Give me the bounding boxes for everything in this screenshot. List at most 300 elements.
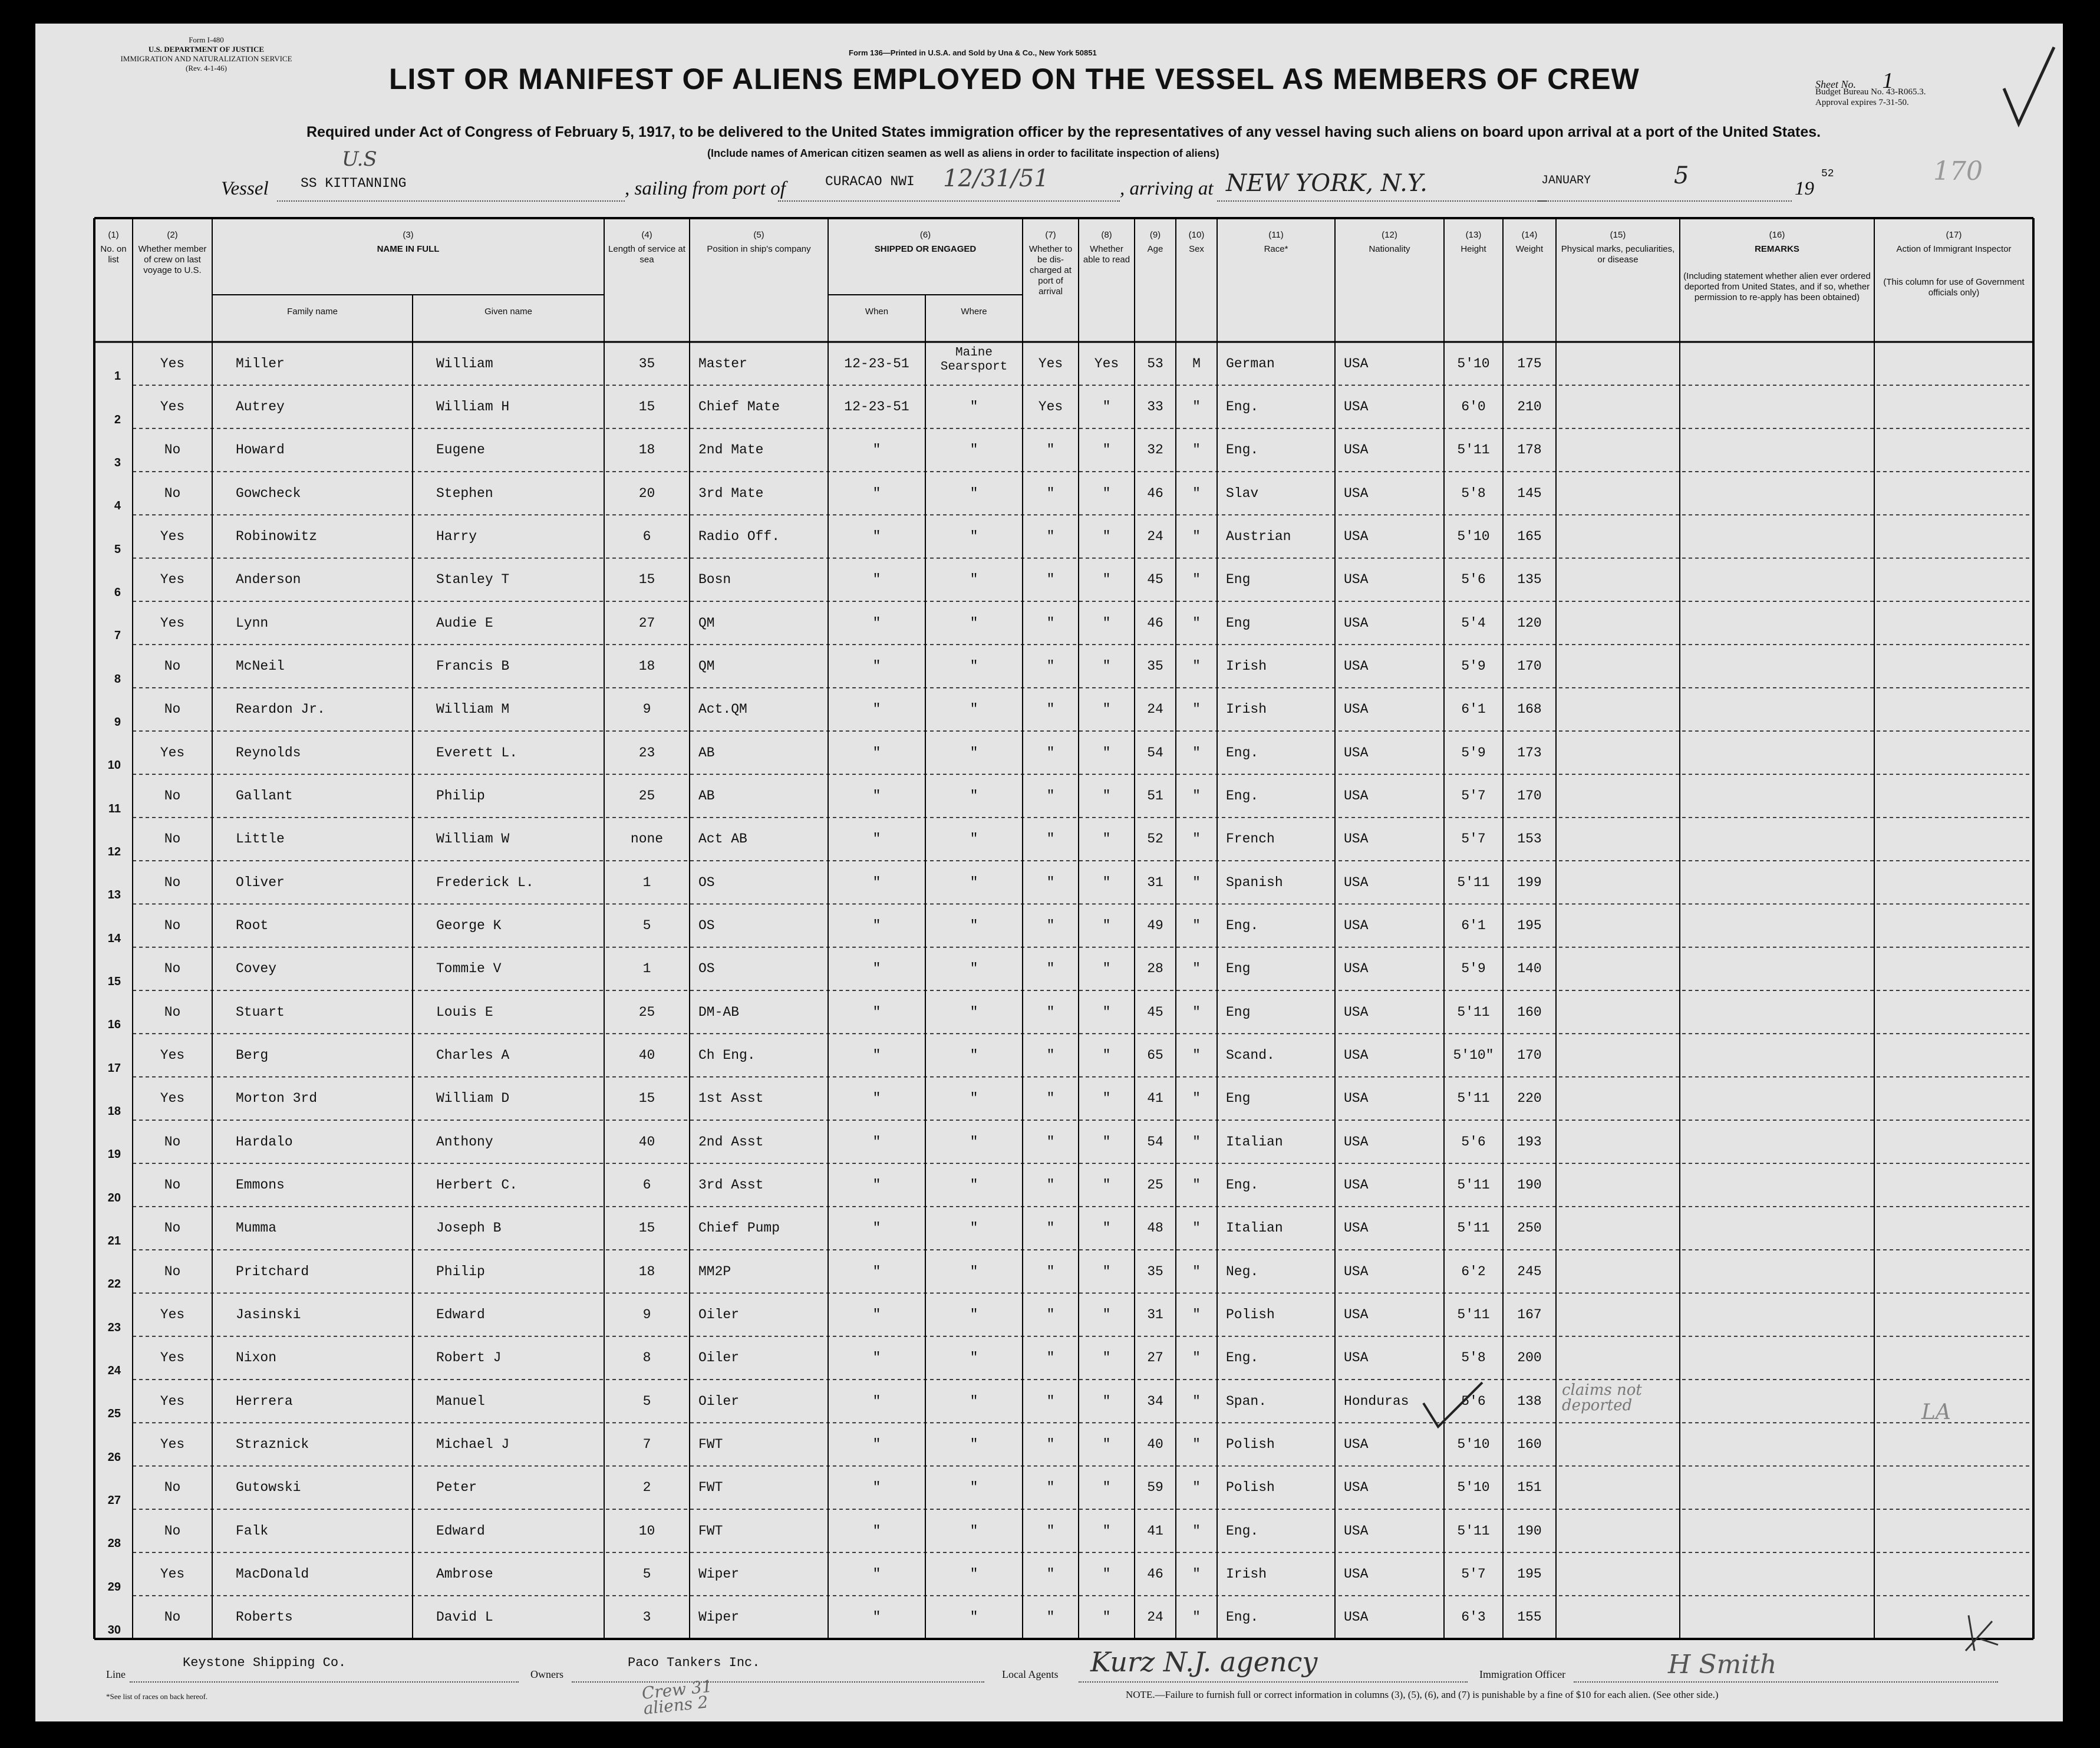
cell-where: "	[970, 918, 978, 933]
row-number: 23	[107, 1321, 121, 1334]
cell-nat: USA	[1344, 615, 1369, 631]
cell-sex: "	[1192, 442, 1201, 458]
col-header-service-number: (4)	[641, 230, 652, 240]
cell-race: Polish	[1226, 1307, 1275, 1322]
cell-given: Louis E	[436, 1004, 493, 1020]
cell-position: OS	[698, 918, 715, 933]
cell-service: 1	[642, 961, 651, 977]
cell-age: 35	[1147, 659, 1163, 674]
cell-when: "	[872, 702, 881, 717]
cell-last: No	[164, 1609, 181, 1625]
col-header-action-number: (17)	[1946, 230, 1962, 240]
cell-where: "	[970, 1307, 978, 1322]
cell-sex: "	[1192, 399, 1201, 414]
cell-read: "	[1102, 1004, 1111, 1020]
cell-age: 59	[1147, 1480, 1163, 1496]
cell-given: Philip	[436, 788, 485, 804]
cell-age: 41	[1147, 1523, 1163, 1539]
cell-when: "	[872, 831, 881, 847]
cell-age: 53	[1147, 355, 1163, 371]
row-number: 17	[107, 1061, 121, 1075]
cell-sex: "	[1192, 1091, 1201, 1107]
cell-last: No	[164, 1134, 181, 1150]
cell-disch: "	[1046, 1004, 1055, 1020]
cell-where: "	[970, 1263, 978, 1279]
cell-service: 7	[642, 1437, 651, 1452]
sailing-label: , sailing from port of	[625, 178, 786, 199]
cell-age: 45	[1147, 1004, 1163, 1020]
cell-read: "	[1102, 1091, 1111, 1107]
cell-disch: "	[1046, 745, 1055, 761]
cell-where: "	[970, 1566, 978, 1582]
cell-position: 1st Asst	[698, 1091, 764, 1107]
cell-weight: 167	[1517, 1307, 1542, 1322]
cell-service: 18	[638, 1263, 655, 1279]
cell-age: 31	[1147, 1307, 1163, 1322]
cell-read: "	[1102, 1134, 1111, 1150]
stamp-number: 170	[1933, 156, 1983, 186]
cell-nat: USA	[1344, 831, 1369, 847]
cell-where: "	[970, 1091, 978, 1107]
cell-height: 5'11	[1457, 442, 1490, 458]
cell-service: 18	[638, 442, 655, 458]
printer-line: Form 136—Printed in U.S.A. and Sold by Una & Co., New York 50851	[849, 48, 1097, 57]
cell-disch: "	[1046, 529, 1055, 544]
cell-read: "	[1102, 399, 1111, 414]
cell-weight: 190	[1517, 1523, 1542, 1539]
cell-where: "	[970, 1134, 978, 1150]
cell-when: "	[872, 1134, 881, 1150]
col-header-nationality-label: Nationality	[1369, 244, 1410, 254]
cell-given: Robert J	[436, 1350, 502, 1366]
cell-disch: "	[1046, 831, 1055, 847]
cell-family: Jasinski	[236, 1307, 301, 1322]
cell-sex: "	[1192, 702, 1201, 717]
row25-action-hand: LA	[1921, 1400, 1951, 1424]
cell-race: Eng.	[1226, 918, 1259, 933]
cell-race: Eng	[1226, 572, 1251, 588]
cell-family: Miller	[236, 355, 285, 371]
cell-service: 27	[638, 615, 655, 631]
cell-disch: "	[1046, 1523, 1055, 1539]
cell-given: William W	[436, 831, 510, 847]
col-header-when-label: When	[865, 307, 889, 317]
row-number: 18	[107, 1105, 121, 1118]
cell-family: Morton 3rd	[236, 1091, 318, 1107]
cell-height: 5'6	[1461, 1393, 1486, 1409]
cell-family: Emmons	[236, 1177, 285, 1193]
cell-service: 18	[638, 659, 655, 674]
cell-given: Harry	[436, 529, 477, 544]
cell-age: 54	[1147, 745, 1163, 761]
arriving-hand: NEW YORK, N.Y.	[1226, 170, 1428, 197]
cell-when: "	[872, 1263, 881, 1279]
cell-height: 6'2	[1461, 1263, 1486, 1279]
cell-when: "	[872, 615, 881, 631]
cell-height: 6'1	[1461, 918, 1486, 933]
cell-where: "	[970, 1480, 978, 1496]
cell-last: No	[164, 1220, 181, 1236]
sheet-no: 1	[1882, 68, 1894, 93]
col-header-physical-marks-number: (15)	[1610, 230, 1626, 240]
cell-nat: USA	[1344, 442, 1369, 458]
penalty-note: NOTE.—Failure to furnish full or correct information in columns (3), (5), (6), and (7) is punishable by a fine of $10 for each alien. (See other side.)	[1126, 1689, 1719, 1700]
cell-where: "	[970, 961, 978, 977]
cell-sex: "	[1192, 1393, 1201, 1409]
cell-weight: 193	[1517, 1134, 1542, 1150]
cell-family: Gowcheck	[236, 485, 301, 501]
cell-disch: "	[1046, 874, 1055, 890]
cell-disch: Yes	[1038, 399, 1063, 414]
cell-read: "	[1102, 961, 1111, 977]
cell-age: 27	[1147, 1350, 1163, 1366]
cell-height: 5'6	[1461, 572, 1486, 588]
cell-given: Eugene	[436, 442, 485, 458]
cell-age: 33	[1147, 399, 1163, 414]
cell-where: "	[970, 831, 978, 847]
cell-family: Mumma	[236, 1220, 277, 1236]
cell-disch: "	[1046, 961, 1055, 977]
cell-disch: "	[1046, 702, 1055, 717]
cell-race: Eng	[1226, 961, 1251, 977]
cell-given: Frederick L.	[436, 874, 534, 890]
row-number: 13	[107, 888, 121, 902]
row-number: 3	[114, 456, 121, 469]
cell-nat: USA	[1344, 702, 1369, 717]
cell-age: 52	[1147, 831, 1163, 847]
cell-disch: "	[1046, 1220, 1055, 1236]
cell-disch: "	[1046, 1307, 1055, 1322]
cell-read: "	[1102, 1048, 1111, 1063]
cell-last: No	[164, 831, 181, 847]
cell-family: Autrey	[236, 399, 285, 414]
cell-disch: "	[1046, 442, 1055, 458]
cell-family: Reardon Jr.	[236, 702, 325, 717]
cell-height: 5'11	[1457, 1004, 1490, 1020]
col-header-name-label: NAME IN FULL	[377, 244, 440, 254]
cell-where: "	[970, 1523, 978, 1539]
col-header-remarks	[1682, 230, 1872, 255]
cell-race: Eng.	[1226, 1609, 1259, 1625]
col-header-action-label: Action of Immigrant Inspector	[1896, 244, 2012, 254]
cell-sex: "	[1192, 485, 1201, 501]
cell-height: 6'0	[1461, 399, 1486, 414]
row-number: 24	[107, 1364, 121, 1377]
row25-remark-hand: claims not deported	[1562, 1381, 1642, 1414]
cell-family: MacDonald	[236, 1566, 309, 1582]
cell-last: No	[164, 702, 181, 717]
cell-disch: "	[1046, 1393, 1055, 1409]
col-header-height-label: Height	[1461, 244, 1486, 254]
cell-disch: "	[1046, 1177, 1055, 1193]
cell-service: 40	[638, 1134, 655, 1150]
cell-sex: "	[1192, 1263, 1201, 1279]
arrival-day: 5	[1674, 162, 1689, 189]
cell-race: Eng.	[1226, 788, 1259, 804]
cell-race: Eng	[1226, 1004, 1251, 1020]
cell-height: 5'10	[1457, 529, 1490, 544]
cell-height: 5'11	[1457, 1177, 1490, 1193]
cell-nat: USA	[1344, 1091, 1369, 1107]
cell-family: Lynn	[236, 615, 269, 631]
cell-when: "	[872, 1566, 881, 1582]
cell-race: Spanish	[1226, 874, 1283, 890]
form-rev: (Rev. 4-1-46)	[186, 64, 227, 73]
cell-position: DM-AB	[698, 1004, 740, 1020]
cell-last: Yes	[160, 1091, 185, 1107]
col-header-sex	[1178, 230, 1215, 255]
cell-when: "	[872, 1609, 881, 1625]
row-number: 26	[107, 1450, 121, 1464]
row-number: 20	[107, 1191, 121, 1204]
row-number: 2	[114, 413, 121, 426]
col-header-family-label: Family name	[287, 307, 338, 317]
cell-family: McNeil	[236, 659, 285, 674]
cell-family: Nixon	[236, 1350, 277, 1366]
cell-weight: 160	[1517, 1437, 1542, 1452]
col-header-action-note-label: (This column for use of Government officials only)	[1883, 277, 2025, 298]
cell-read: "	[1102, 615, 1111, 631]
cell-where: "	[970, 788, 978, 804]
cell-race: Neg.	[1226, 1263, 1259, 1279]
cell-family: Roberts	[236, 1609, 293, 1625]
cell-position: FWT	[698, 1523, 723, 1539]
cell-position: AB	[698, 788, 715, 804]
cell-service: none	[630, 831, 664, 847]
cell-read: "	[1102, 1350, 1111, 1366]
cell-nat: USA	[1344, 1220, 1369, 1236]
col-header-sex-label: Sex	[1189, 244, 1204, 254]
cell-sex: "	[1192, 918, 1201, 933]
cell-where: "	[970, 1350, 978, 1366]
cell-read: "	[1102, 918, 1111, 933]
cell-age: 24	[1147, 529, 1163, 544]
col-header-shipped-label: SHIPPED OR ENGAGED	[874, 244, 977, 254]
cell-sex: "	[1192, 745, 1201, 761]
cell-nat: USA	[1344, 1177, 1369, 1193]
cell-position: OS	[698, 961, 715, 977]
cell-last: No	[164, 961, 181, 977]
col-header-weight-number: (14)	[1521, 230, 1538, 240]
cell-height: 5'4	[1461, 615, 1486, 631]
cell-age: 65	[1147, 1048, 1163, 1063]
cell-read: "	[1102, 874, 1111, 890]
cell-weight: 170	[1517, 788, 1542, 804]
col-header-family	[215, 307, 410, 317]
cell-height: 5'10	[1457, 1480, 1490, 1496]
cell-when: "	[872, 874, 881, 890]
cell-nat: USA	[1344, 1134, 1369, 1150]
cell-last: No	[164, 1480, 181, 1496]
cell-given: Stephen	[436, 485, 493, 501]
sheet-label: Sheet No.	[1815, 78, 1856, 90]
cell-weight: 190	[1517, 1177, 1542, 1193]
cell-last: No	[164, 485, 181, 501]
cell-age: 24	[1147, 1609, 1163, 1625]
cell-where: "	[970, 529, 978, 544]
cell-sex: "	[1192, 1004, 1201, 1020]
cell-race: Eng.	[1226, 1177, 1259, 1193]
cell-read: "	[1102, 788, 1111, 804]
cell-when: "	[872, 1307, 881, 1322]
col-header-position-number: (5)	[753, 230, 764, 240]
cell-race: Eng.	[1226, 399, 1259, 414]
form-service: IMMIGRATION AND NATURALIZATION SERVICE	[120, 54, 292, 63]
cell-read: "	[1102, 1609, 1111, 1625]
cell-height: 5'9	[1461, 745, 1486, 761]
footer-line-4	[1574, 1681, 1998, 1683]
cell-family: Root	[236, 918, 269, 933]
cell-nat: USA	[1344, 1609, 1369, 1625]
cell-height: 5'11	[1457, 1523, 1490, 1539]
col-header-position	[692, 230, 826, 255]
cell-last: Yes	[160, 572, 185, 588]
cell-nat: USA	[1344, 1307, 1369, 1322]
cell-sex: "	[1192, 1220, 1201, 1236]
cell-read: "	[1102, 529, 1111, 544]
cell-read: "	[1102, 572, 1111, 588]
cell-position: FWT	[698, 1480, 723, 1496]
row-number: 29	[107, 1580, 121, 1594]
cell-race: Polish	[1226, 1437, 1275, 1452]
cell-service: 20	[638, 485, 655, 501]
cell-nat: USA	[1344, 745, 1369, 761]
cell-service: 15	[638, 1091, 655, 1107]
cell-given: William D	[436, 1091, 510, 1107]
cell-when: "	[872, 442, 881, 458]
cell-position: QM	[698, 615, 715, 631]
row-number: 27	[107, 1494, 121, 1507]
col-header-last-voyage-label: Whether member of crew on last voyage to U.S.	[138, 244, 207, 275]
row25-check-icon	[1420, 1380, 1485, 1433]
cell-given: William M	[436, 702, 510, 717]
row-number: 14	[107, 931, 121, 945]
cell-sex: "	[1192, 1048, 1201, 1063]
cell-family: Reynolds	[236, 745, 301, 761]
initials-mark-icon	[1957, 1609, 2004, 1657]
col-header-discharged	[1025, 230, 1076, 297]
cell-last: Yes	[160, 355, 185, 371]
cell-read: "	[1102, 1307, 1111, 1322]
cell-position: Bosn	[698, 572, 731, 588]
cell-position: Chief Pump	[698, 1220, 780, 1236]
cell-when: 12-23-51	[844, 399, 909, 414]
cell-position: 3rd Mate	[698, 485, 764, 501]
cell-service: 5	[642, 918, 651, 933]
cell-race: Eng.	[1226, 1350, 1259, 1366]
col-header-race-label: Race*	[1264, 244, 1288, 254]
cell-height: 5'7	[1461, 788, 1486, 804]
cell-age: 51	[1147, 788, 1163, 804]
cell-given: William	[436, 355, 493, 371]
col-header-remarks-note	[1682, 271, 1872, 303]
col-header-no-number: (1)	[108, 230, 119, 240]
cell-where: "	[970, 572, 978, 588]
officer-label: Immigration Officer	[1479, 1668, 1566, 1680]
cell-service: 35	[638, 355, 655, 371]
cell-height: 5'11	[1457, 1307, 1490, 1322]
cell-weight: 120	[1517, 615, 1542, 631]
cell-height: 5'11	[1457, 874, 1490, 890]
cell-age: 54	[1147, 1134, 1163, 1150]
footer-line-2	[572, 1681, 984, 1683]
cell-where: Maine Searsport	[940, 345, 1008, 374]
cell-weight: 220	[1517, 1091, 1542, 1107]
cell-when: 12-23-51	[844, 355, 909, 371]
cell-service: 3	[642, 1609, 651, 1625]
cell-weight: 178	[1517, 442, 1542, 458]
cell-age: 46	[1147, 615, 1163, 631]
cell-read: "	[1102, 1523, 1111, 1539]
page-note: (Include names of American citizen seamen as well as aliens in order to facilitate inspection of aliens)	[707, 147, 1219, 159]
cell-when: "	[872, 1220, 881, 1236]
cell-read: "	[1102, 1480, 1111, 1496]
cell-height: 5'11	[1457, 1220, 1490, 1236]
cell-given: Edward	[436, 1307, 485, 1322]
cell-weight: 153	[1517, 831, 1542, 847]
row-number: 7	[114, 629, 121, 643]
cell-where: "	[970, 615, 978, 631]
cell-where: "	[970, 485, 978, 501]
cell-where: "	[970, 1177, 978, 1193]
cell-family: Anderson	[236, 572, 301, 588]
cell-when: "	[872, 1004, 881, 1020]
col-header-weight-label: Weight	[1515, 244, 1544, 254]
row-number: 28	[107, 1537, 121, 1551]
cell-height: 5'8	[1461, 1350, 1486, 1366]
cell-last: Yes	[160, 529, 185, 544]
cell-read: "	[1102, 442, 1111, 458]
cell-weight: 175	[1517, 355, 1542, 371]
cell-age: 31	[1147, 874, 1163, 890]
cell-weight: 155	[1517, 1609, 1542, 1625]
cell-sex: "	[1192, 961, 1201, 977]
approval-expires: Approval expires 7-31-50.	[1815, 98, 1909, 107]
cell-family: Gallant	[236, 788, 293, 804]
cell-height: 5'7	[1461, 831, 1486, 847]
cell-given: Michael J	[436, 1437, 510, 1452]
form-dept: U.S. DEPARTMENT OF JUSTICE	[148, 45, 265, 54]
cell-given: Audie E	[436, 615, 493, 631]
cell-nat: USA	[1344, 1048, 1369, 1063]
col-header-name-number: (3)	[403, 230, 414, 240]
manifest-sheet	[35, 24, 2063, 1721]
cell-weight: 165	[1517, 529, 1542, 544]
cell-sex: "	[1192, 1350, 1201, 1366]
cell-nat: USA	[1344, 1566, 1369, 1582]
col-header-discharged-number: (7)	[1045, 230, 1056, 240]
col-header-nationality-number: (12)	[1382, 230, 1397, 240]
arriving-label: , arriving at	[1120, 178, 1214, 199]
col-header-no-label: No. on list	[100, 244, 127, 265]
cell-where: "	[970, 1048, 978, 1063]
col-header-last-voyage-number: (2)	[167, 230, 178, 240]
cell-read: "	[1102, 1220, 1111, 1236]
cell-where: "	[970, 442, 978, 458]
cell-sex: "	[1192, 1177, 1201, 1193]
col-header-height	[1446, 230, 1501, 255]
cell-family: Stuart	[236, 1004, 285, 1020]
cell-where: "	[970, 399, 978, 414]
row-number: 11	[108, 802, 121, 815]
cell-when: "	[872, 529, 881, 544]
col-header-given	[415, 307, 602, 317]
cell-family: Falk	[236, 1523, 269, 1539]
cell-nat: USA	[1344, 918, 1369, 933]
cell-given: George K	[436, 918, 502, 933]
cell-position: Radio Off.	[698, 529, 780, 544]
col-header-read-label: Whether able to read	[1083, 244, 1130, 265]
